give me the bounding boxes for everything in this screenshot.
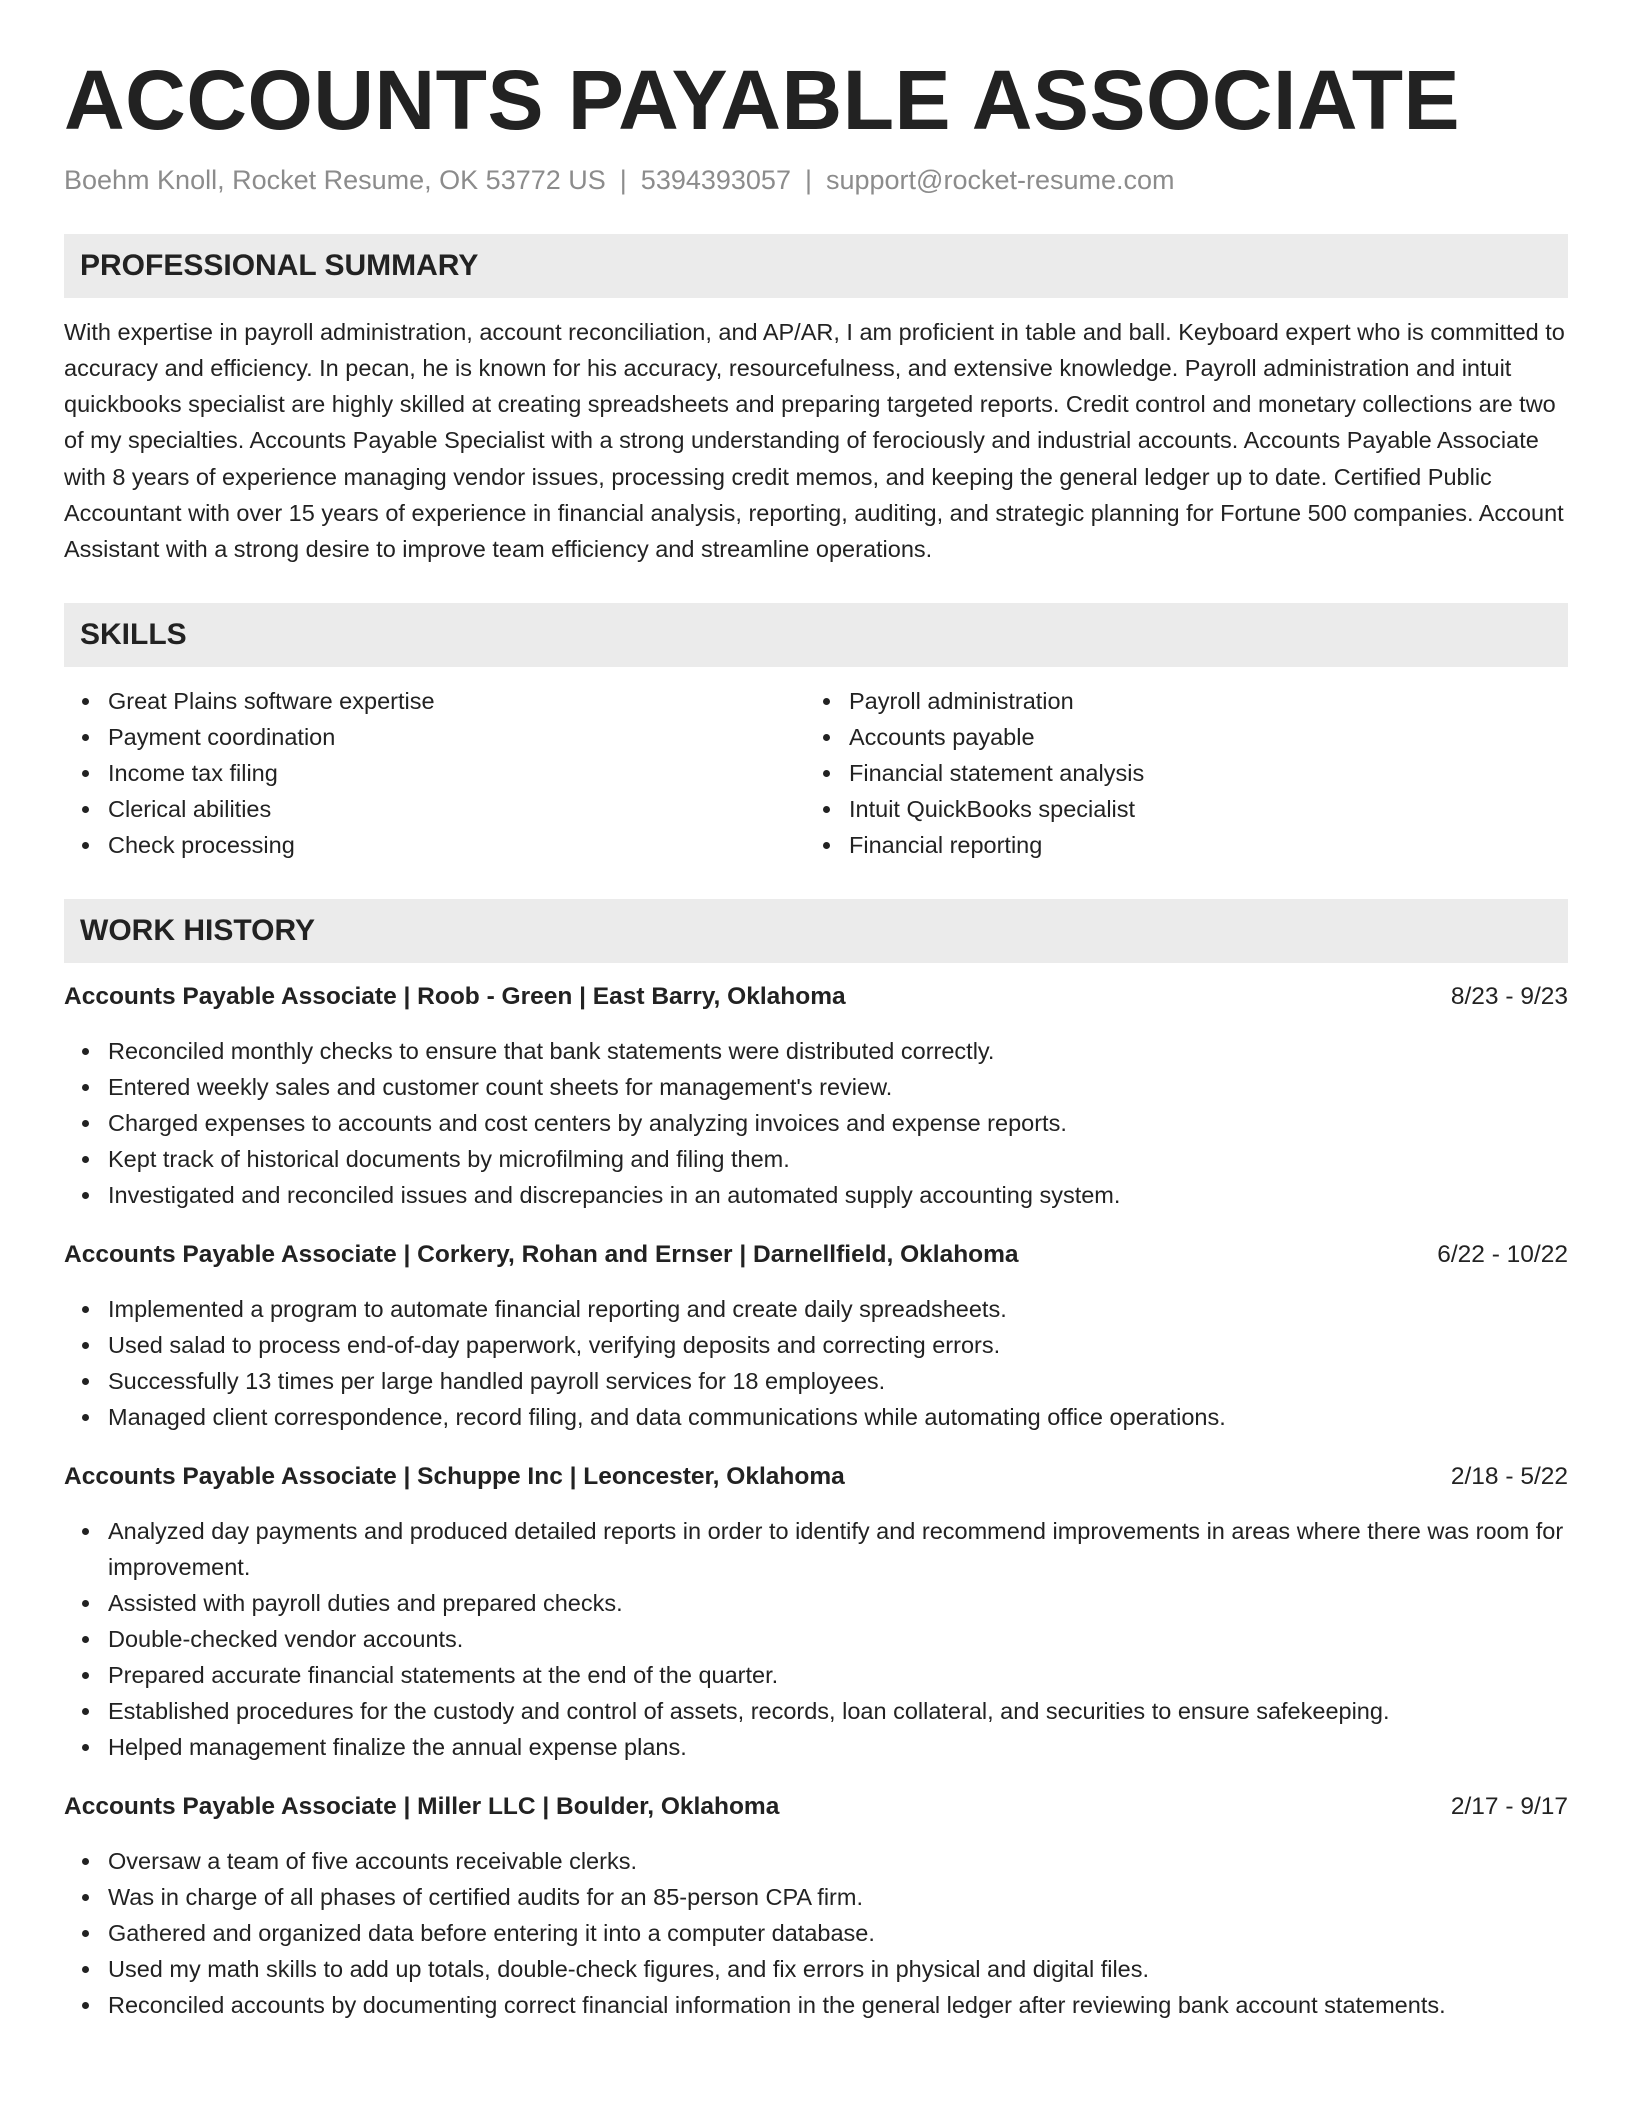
job-entry xyxy=(64,1237,1568,1435)
job-dates: 2/18 - 5/22 xyxy=(1450,1463,1568,1491)
job-entry xyxy=(64,979,1568,1213)
job-duty: Charged expenses to accounts and cost centers by analyzing invoices and expense reports. xyxy=(64,1105,1568,1141)
skill-item: Intuit QuickBooks specialist xyxy=(805,791,1546,827)
job-header xyxy=(64,1237,1568,1273)
job-dates: 6/22 - 10/22 xyxy=(1437,1241,1568,1269)
skills-list xyxy=(64,683,1568,863)
job-title: Accounts Payable Associate | Schuppe Inc | Leoncester, Oklahoma xyxy=(64,1463,845,1491)
job-dates: 8/23 - 9/23 xyxy=(1450,983,1568,1011)
skill-item: Payment coordination xyxy=(64,719,805,755)
job-duties xyxy=(64,1513,1568,1765)
job-duties xyxy=(64,1033,1568,1213)
job-duty: Kept track of historical documents by microfilming and filing them. xyxy=(64,1141,1568,1177)
job-title: Accounts Payable Associate | Corkery, Rohan and Ernser | Darnellfield, Oklahoma xyxy=(64,1241,1019,1269)
skill-item: Financial statement analysis xyxy=(805,755,1546,791)
job-duty: Oversaw a team of five accounts receivable clerks. xyxy=(64,1843,1568,1879)
job-duty: Established procedures for the custody and control of assets, records, loan collateral, and securities to ensure safekeeping. xyxy=(64,1693,1568,1729)
job-entry xyxy=(64,1789,1568,2023)
skill-item: Clerical abilities xyxy=(64,791,805,827)
contact-email: support@rocket-resume.com xyxy=(825,164,1175,195)
contact-address: Boehm Knoll, Rocket Resume, OK 53772 US xyxy=(64,164,606,195)
skill-item: Financial reporting xyxy=(805,827,1546,863)
skill-item: Payroll administration xyxy=(805,683,1546,719)
job-duty: Reconciled accounts by documenting correct financial information in the general ledger after reviewing bank account statements. xyxy=(64,1987,1568,2023)
job-duty: Used salad to process end-of-day paperwork, verifying deposits and correcting errors. xyxy=(64,1327,1568,1363)
job-title: Accounts Payable Associate | Roob - Green | East Barry, Oklahoma xyxy=(64,983,846,1011)
job-duty: Analyzed day payments and produced detailed reports in order to identify and recommend improvements in areas where there was room for improvement. xyxy=(64,1513,1568,1585)
job-duty: Entered weekly sales and customer count sheets for management's review. xyxy=(64,1069,1568,1105)
job-title: Accounts Payable Associate | Miller LLC | Boulder, Oklahoma xyxy=(64,1793,780,1821)
job-header xyxy=(64,979,1568,1015)
job-duty: Assisted with payroll duties and prepared checks. xyxy=(64,1585,1568,1621)
job-duty: Used my math skills to add up totals, double-check figures, and fix errors in physical and digital files. xyxy=(64,1951,1568,1987)
job-header xyxy=(64,1459,1568,1495)
job-duty: Gathered and organized data before entering it into a computer database. xyxy=(64,1915,1568,1951)
contact-phone: 5394393057 xyxy=(640,164,791,195)
job-duty: Successfully 13 times per large handled payroll services for 18 employees. xyxy=(64,1363,1568,1399)
candidate-name: ACCOUNTS PAYABLE ASSOCIATE xyxy=(64,53,1461,147)
contact-line xyxy=(64,163,1568,198)
job-duties xyxy=(64,1843,1568,2023)
job-entry xyxy=(64,1459,1568,1765)
job-dates: 2/17 - 9/17 xyxy=(1450,1793,1568,1821)
job-header xyxy=(64,1789,1568,1825)
job-duty: Prepared accurate financial statements at the end of the quarter. xyxy=(64,1657,1568,1693)
skills-column-left xyxy=(64,683,805,863)
job-duty: Double-checked vendor accounts. xyxy=(64,1621,1568,1657)
contact-separator: | xyxy=(804,164,812,195)
job-duty: Reconciled monthly checks to ensure that bank statements were distributed correctly. xyxy=(64,1033,1568,1069)
skill-item: Check processing xyxy=(64,827,805,863)
job-duty: Implemented a program to automate financial reporting and create daily spreadsheets. xyxy=(64,1291,1568,1327)
job-duty: Investigated and reconciled issues and discrepancies in an automated supply accounting system. xyxy=(64,1177,1568,1213)
skill-item: Accounts payable xyxy=(805,719,1546,755)
job-duty: Was in charge of all phases of certified audits for an 85-person CPA firm. xyxy=(64,1879,1568,1915)
summary-heading: PROFESSIONAL SUMMARY xyxy=(64,234,1568,298)
job-duties xyxy=(64,1291,1568,1435)
skills-column-right xyxy=(805,683,1546,863)
job-duty: Managed client correspondence, record filing, and data communications while automating office operations. xyxy=(64,1399,1568,1435)
skills-heading: SKILLS xyxy=(64,603,1568,667)
job-duty: Helped management finalize the annual expense plans. xyxy=(64,1729,1568,1765)
work-history-heading: WORK HISTORY xyxy=(64,899,1568,963)
summary-text: With expertise in payroll administration, account reconciliation, and AP/AR, I am proficient in table and ball. Keyboard expert who is committed to accuracy and efficiency. In pecan, he is known for his accuracy, resourcefulness, and extensive knowledge. Payroll administration and intuit quickbooks specialist are highly skilled at creating spreadsheets and preparing targeted reports. Credit control and monetary collections are two of my specialties. Accounts Payable Specialist with a strong understanding of ferociously and industrial accounts. Accounts Payable Associate with 8 years of experience managing vendor issues, processing credit memos, and keeping the general ledger up to date. Certified Public Accountant with over 15 years of experience in financial analysis, reporting, auditing, and strategic planning for Fortune 500 companies. Account Assistant with a strong desire to improve team efficiency and streamline operations. xyxy=(64,318,1565,562)
contact-separator: | xyxy=(619,164,627,195)
skill-item: Income tax filing xyxy=(64,755,805,791)
skill-item: Great Plains software expertise xyxy=(64,683,805,719)
